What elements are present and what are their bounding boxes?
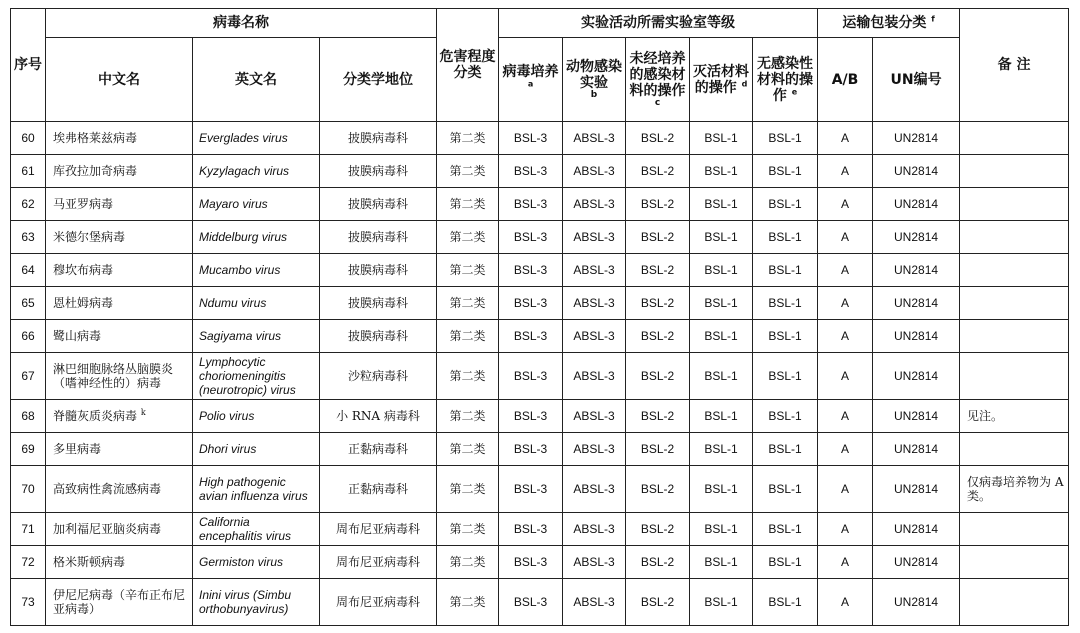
row-inactivated-level: BSL-1 <box>690 155 753 188</box>
row-hazard: 第二类 <box>437 579 499 626</box>
header-culture-sup: a <box>527 78 534 88</box>
header-noninfectious <box>753 38 818 122</box>
row-english-name: Everglades virus <box>193 122 320 155</box>
row-seq: 66 <box>11 320 46 353</box>
row-ab-class: A <box>818 254 873 287</box>
row-taxonomy: 披膜病毒科 <box>320 122 437 155</box>
table-row <box>11 400 1069 433</box>
row-english-name: Mayaro virus <box>193 188 320 221</box>
row-culture-level: BSL-3 <box>499 466 563 513</box>
row-chinese-name-text: 伊尼尼病毒（辛布正布尼亚病毒） <box>53 588 186 616</box>
row-un-number: UN2814 <box>873 188 960 221</box>
header-remarks: 备 注 <box>960 9 1069 122</box>
row-noninfectious-level: BSL-1 <box>753 122 818 155</box>
row-animal-level: ABSL-3 <box>563 221 626 254</box>
row-remarks <box>960 546 1069 579</box>
row-chinese-name <box>46 254 193 287</box>
row-animal-level: ABSL-3 <box>563 353 626 400</box>
row-un-number: UN2814 <box>873 546 960 579</box>
row-hazard: 第二类 <box>437 433 499 466</box>
header-uncultured-label: 未经培养的感染材料的操作 <box>629 51 686 99</box>
row-uncultured-level: BSL-2 <box>626 579 690 626</box>
row-remarks <box>960 513 1069 546</box>
table-body <box>11 122 1069 626</box>
row-seq: 62 <box>11 188 46 221</box>
row-remarks: 见注。 <box>960 400 1069 433</box>
table-row <box>11 466 1069 513</box>
header-inactivated <box>690 38 753 122</box>
row-chinese-name-text: 恩杜姆病毒 <box>53 296 114 310</box>
row-noninfectious-level: BSL-1 <box>753 353 818 400</box>
row-english-name: Middelburg virus <box>193 221 320 254</box>
row-seq: 71 <box>11 513 46 546</box>
row-remarks <box>960 122 1069 155</box>
header-seq: 序号 <box>11 9 46 122</box>
row-seq: 73 <box>11 579 46 626</box>
row-chinese-name <box>46 155 193 188</box>
row-ab-class: A <box>818 188 873 221</box>
row-animal-level: ABSL-3 <box>563 579 626 626</box>
row-ab-class: A <box>818 122 873 155</box>
row-noninfectious-level: BSL-1 <box>753 466 818 513</box>
row-taxonomy: 小 RNA 病毒科 <box>320 400 437 433</box>
header-noninfectious-label: 无感染性材料的操作 <box>757 55 814 104</box>
row-uncultured-level: BSL-2 <box>626 221 690 254</box>
row-un-number: UN2814 <box>873 433 960 466</box>
row-inactivated-level: BSL-1 <box>690 188 753 221</box>
header-animal-sup: b <box>590 90 598 100</box>
row-inactivated-level: BSL-1 <box>690 513 753 546</box>
header-english-name: 英文名 <box>193 38 320 122</box>
row-animal-level: ABSL-3 <box>563 320 626 353</box>
row-english-name: Germiston virus <box>193 546 320 579</box>
row-culture-level: BSL-3 <box>499 254 563 287</box>
row-culture-level: BSL-3 <box>499 221 563 254</box>
header-animal-label: 动物感染实验 <box>566 59 623 91</box>
row-chinese-name <box>46 466 193 513</box>
header-uncultured-sup: c <box>654 98 661 108</box>
row-taxonomy: 周布尼亚病毒科 <box>320 579 437 626</box>
row-animal-level: ABSL-3 <box>563 400 626 433</box>
row-seq: 63 <box>11 221 46 254</box>
row-chinese-name-text: 淋巴细胞脉络丛脑膜炎（嗜神经性的）病毒 <box>53 362 174 390</box>
row-animal-level: ABSL-3 <box>563 433 626 466</box>
row-noninfectious-level: BSL-1 <box>753 155 818 188</box>
row-culture-level: BSL-3 <box>499 579 563 626</box>
row-culture-level: BSL-3 <box>499 400 563 433</box>
row-uncultured-level: BSL-2 <box>626 546 690 579</box>
row-english-name: Mucambo virus <box>193 254 320 287</box>
row-chinese-name-text: 加利福尼亚脑炎病毒 <box>53 522 162 536</box>
row-culture-level: BSL-3 <box>499 188 563 221</box>
row-hazard: 第二类 <box>437 155 499 188</box>
row-chinese-name-text: 鹭山病毒 <box>53 329 102 343</box>
row-un-number: UN2814 <box>873 353 960 400</box>
row-ab-class: A <box>818 353 873 400</box>
row-chinese-name <box>46 400 193 433</box>
row-un-number: UN2814 <box>873 221 960 254</box>
row-taxonomy: 披膜病毒科 <box>320 254 437 287</box>
row-remarks <box>960 579 1069 626</box>
table-row <box>11 320 1069 353</box>
header-culture-label: 病毒培养 <box>502 63 559 80</box>
row-chinese-name-text: 马亚罗病毒 <box>53 197 114 211</box>
row-chinese-name <box>46 221 193 254</box>
row-animal-level: ABSL-3 <box>563 155 626 188</box>
row-ab-class: A <box>818 400 873 433</box>
row-seq: 70 <box>11 466 46 513</box>
row-animal-level: ABSL-3 <box>563 122 626 155</box>
header-lab-level: 实验活动所需实验室等级 <box>499 9 818 38</box>
row-culture-level: BSL-3 <box>499 546 563 579</box>
row-uncultured-level: BSL-2 <box>626 320 690 353</box>
row-noninfectious-level: BSL-1 <box>753 546 818 579</box>
table-row <box>11 122 1069 155</box>
row-remarks: 仅病毒培养物为 A 类。 <box>960 466 1069 513</box>
row-ab-class: A <box>818 579 873 626</box>
row-chinese-name <box>46 433 193 466</box>
row-chinese-name-text: 格米斯顿病毒 <box>53 555 126 569</box>
row-un-number: UN2814 <box>873 466 960 513</box>
row-ab-class: A <box>818 221 873 254</box>
row-chinese-name <box>46 353 193 400</box>
header-uncultured <box>626 38 690 122</box>
row-culture-level: BSL-3 <box>499 287 563 320</box>
row-taxonomy: 正黏病毒科 <box>320 466 437 513</box>
row-chinese-name <box>46 546 193 579</box>
row-un-number: UN2814 <box>873 320 960 353</box>
row-inactivated-level: BSL-1 <box>690 287 753 320</box>
row-inactivated-level: BSL-1 <box>690 433 753 466</box>
row-taxonomy: 披膜病毒科 <box>320 287 437 320</box>
row-taxonomy: 周布尼亚病毒科 <box>320 546 437 579</box>
row-noninfectious-level: BSL-1 <box>753 188 818 221</box>
row-chinese-name <box>46 287 193 320</box>
row-chinese-name-text: 库孜拉加奇病毒 <box>53 164 138 178</box>
row-seq: 72 <box>11 546 46 579</box>
row-ab-class: A <box>818 320 873 353</box>
row-chinese-name-text: 穆坎布病毒 <box>53 263 114 277</box>
row-english-name: Polio virus <box>193 400 320 433</box>
row-hazard: 第二类 <box>437 254 499 287</box>
table-row <box>11 579 1069 626</box>
row-hazard: 第二类 <box>437 221 499 254</box>
row-hazard: 第二类 <box>437 122 499 155</box>
row-un-number: UN2814 <box>873 579 960 626</box>
row-taxonomy: 沙粒病毒科 <box>320 353 437 400</box>
row-un-number: UN2814 <box>873 122 960 155</box>
row-taxonomy: 披膜病毒科 <box>320 188 437 221</box>
header-hazard: 危害程度分类 <box>437 9 499 122</box>
row-uncultured-level: BSL-2 <box>626 400 690 433</box>
row-hazard: 第二类 <box>437 188 499 221</box>
row-noninfectious-level: BSL-1 <box>753 579 818 626</box>
row-english-name: Inini virus (Simbu orthobunyavirus) <box>193 579 320 626</box>
row-english-name: Ndumu virus <box>193 287 320 320</box>
row-culture-level: BSL-3 <box>499 155 563 188</box>
row-ab-class: A <box>818 513 873 546</box>
row-uncultured-level: BSL-2 <box>626 287 690 320</box>
row-uncultured-level: BSL-2 <box>626 188 690 221</box>
row-animal-level: ABSL-3 <box>563 513 626 546</box>
table-row <box>11 513 1069 546</box>
row-inactivated-level: BSL-1 <box>690 466 753 513</box>
row-inactivated-level: BSL-1 <box>690 254 753 287</box>
row-taxonomy: 披膜病毒科 <box>320 320 437 353</box>
row-chinese-name-text: 脊髓灰质炎病毒 <box>53 409 138 423</box>
virus-classification-table <box>10 8 1069 626</box>
row-taxonomy: 正黏病毒科 <box>320 433 437 466</box>
row-ab-class: A <box>818 287 873 320</box>
row-english-name: Kyzylagach virus <box>193 155 320 188</box>
row-seq: 65 <box>11 287 46 320</box>
table-row <box>11 433 1069 466</box>
row-uncultured-level: BSL-2 <box>626 513 690 546</box>
row-chinese-name-sup: k <box>140 408 146 417</box>
row-chinese-name-text: 埃弗格莱兹病毒 <box>53 131 138 145</box>
header-transport <box>818 9 960 38</box>
row-culture-level: BSL-3 <box>499 353 563 400</box>
row-noninfectious-level: BSL-1 <box>753 513 818 546</box>
row-un-number: UN2814 <box>873 513 960 546</box>
row-inactivated-level: BSL-1 <box>690 400 753 433</box>
header-taxonomy: 分类学地位 <box>320 38 437 122</box>
row-seq: 61 <box>11 155 46 188</box>
header-chinese-name: 中文名 <box>46 38 193 122</box>
row-uncultured-level: BSL-2 <box>626 466 690 513</box>
row-un-number: UN2814 <box>873 254 960 287</box>
row-noninfectious-level: BSL-1 <box>753 221 818 254</box>
row-remarks <box>960 287 1069 320</box>
row-remarks <box>960 320 1069 353</box>
row-un-number: UN2814 <box>873 155 960 188</box>
row-culture-level: BSL-3 <box>499 433 563 466</box>
header-culture <box>499 38 563 122</box>
header-inactivated-label: 灭活材料的操作 <box>693 63 750 96</box>
header-transport-sup: f <box>931 14 935 24</box>
row-culture-level: BSL-3 <box>499 122 563 155</box>
row-animal-level: ABSL-3 <box>563 287 626 320</box>
row-seq: 68 <box>11 400 46 433</box>
table-row <box>11 188 1069 221</box>
row-hazard: 第二类 <box>437 353 499 400</box>
row-inactivated-level: BSL-1 <box>690 221 753 254</box>
row-animal-level: ABSL-3 <box>563 188 626 221</box>
row-seq: 64 <box>11 254 46 287</box>
row-english-name: Dhori virus <box>193 433 320 466</box>
row-hazard: 第二类 <box>437 546 499 579</box>
row-taxonomy: 披膜病毒科 <box>320 221 437 254</box>
row-uncultured-level: BSL-2 <box>626 353 690 400</box>
row-english-name: Lymphocytic choriomeningitis (neurotropic) virus <box>193 353 320 400</box>
row-seq: 67 <box>11 353 46 400</box>
header-noninfectious-sup: e <box>791 86 798 96</box>
row-seq: 69 <box>11 433 46 466</box>
row-animal-level: ABSL-3 <box>563 254 626 287</box>
row-chinese-name-text: 多里病毒 <box>53 442 102 456</box>
row-hazard: 第二类 <box>437 287 499 320</box>
table-row <box>11 221 1069 254</box>
row-noninfectious-level: BSL-1 <box>753 433 818 466</box>
table-row <box>11 155 1069 188</box>
row-chinese-name <box>46 320 193 353</box>
header-virus-name: 病毒名称 <box>46 9 437 38</box>
row-un-number: UN2814 <box>873 287 960 320</box>
row-english-name: California encephalitis virus <box>193 513 320 546</box>
row-noninfectious-level: BSL-1 <box>753 287 818 320</box>
header-transport-label: 运输包装分类 <box>842 15 927 31</box>
table-row <box>11 353 1069 400</box>
row-hazard: 第二类 <box>437 320 499 353</box>
row-inactivated-level: BSL-1 <box>690 546 753 579</box>
row-taxonomy: 披膜病毒科 <box>320 155 437 188</box>
row-remarks <box>960 433 1069 466</box>
row-ab-class: A <box>818 155 873 188</box>
row-uncultured-level: BSL-2 <box>626 155 690 188</box>
row-noninfectious-level: BSL-1 <box>753 400 818 433</box>
row-english-name: High pathogenic avian influenza virus <box>193 466 320 513</box>
row-chinese-name <box>46 513 193 546</box>
row-uncultured-level: BSL-2 <box>626 122 690 155</box>
row-remarks <box>960 221 1069 254</box>
row-remarks <box>960 155 1069 188</box>
row-hazard: 第二类 <box>437 513 499 546</box>
row-chinese-name <box>46 188 193 221</box>
row-hazard: 第二类 <box>437 400 499 433</box>
table-row <box>11 287 1069 320</box>
table-row <box>11 254 1069 287</box>
row-hazard: 第二类 <box>437 466 499 513</box>
header-un: UN编号 <box>873 38 960 122</box>
row-inactivated-level: BSL-1 <box>690 320 753 353</box>
header-ab: A/B <box>818 38 873 122</box>
row-inactivated-level: BSL-1 <box>690 353 753 400</box>
row-ab-class: A <box>818 433 873 466</box>
row-taxonomy: 周布尼亚病毒科 <box>320 513 437 546</box>
table-row <box>11 546 1069 579</box>
row-remarks <box>960 353 1069 400</box>
row-noninfectious-level: BSL-1 <box>753 254 818 287</box>
row-uncultured-level: BSL-2 <box>626 254 690 287</box>
row-chinese-name <box>46 122 193 155</box>
row-noninfectious-level: BSL-1 <box>753 320 818 353</box>
row-animal-level: ABSL-3 <box>563 546 626 579</box>
row-uncultured-level: BSL-2 <box>626 433 690 466</box>
row-english-name: Sagiyama virus <box>193 320 320 353</box>
row-remarks <box>960 188 1069 221</box>
row-culture-level: BSL-3 <box>499 513 563 546</box>
row-seq: 60 <box>11 122 46 155</box>
row-chinese-name-text: 高致病性禽流感病毒 <box>53 482 162 496</box>
row-chinese-name-text: 米德尔堡病毒 <box>53 230 126 244</box>
header-inactivated-sup: d <box>741 78 748 88</box>
row-animal-level: ABSL-3 <box>563 466 626 513</box>
row-inactivated-level: BSL-1 <box>690 579 753 626</box>
row-chinese-name <box>46 579 193 626</box>
row-culture-level: BSL-3 <box>499 320 563 353</box>
row-inactivated-level: BSL-1 <box>690 122 753 155</box>
row-ab-class: A <box>818 546 873 579</box>
row-remarks <box>960 254 1069 287</box>
header-animal <box>563 38 626 122</box>
row-ab-class: A <box>818 466 873 513</box>
row-un-number: UN2814 <box>873 400 960 433</box>
